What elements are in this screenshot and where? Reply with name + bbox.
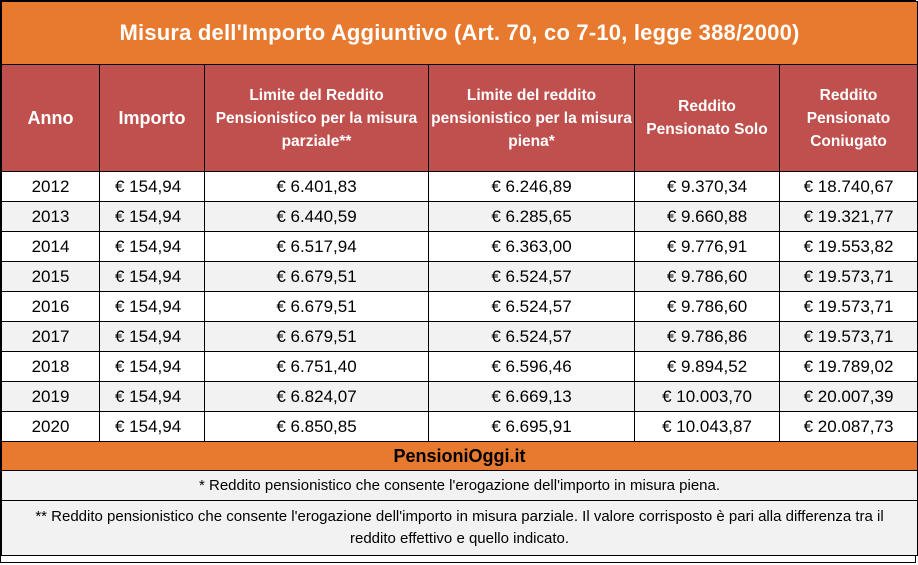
cell-limite-piena: € 6.246,89 xyxy=(429,172,635,202)
table-body xyxy=(2,172,918,442)
table-row xyxy=(2,412,918,442)
table-row xyxy=(2,262,918,292)
cell-reddito-solo: € 10.043,87 xyxy=(635,412,780,442)
cell-reddito-solo: € 10.003,70 xyxy=(635,382,780,412)
brand-label: PensioniOggi.it xyxy=(2,442,918,471)
cell-anno: 2016 xyxy=(2,292,100,322)
cell-limite-piena: € 6.596,46 xyxy=(429,352,635,382)
table-row xyxy=(2,352,918,382)
header-importo: Importo xyxy=(100,65,205,172)
cell-limite-parziale: € 6.679,51 xyxy=(205,262,429,292)
table-row xyxy=(2,292,918,322)
cell-importo: € 154,94 xyxy=(100,382,205,412)
table-row xyxy=(2,382,918,412)
importo-aggiuntivo-table xyxy=(1,1,918,556)
cell-limite-parziale: € 6.440,59 xyxy=(205,202,429,232)
cell-limite-parziale: € 6.824,07 xyxy=(205,382,429,412)
cell-importo: € 154,94 xyxy=(100,352,205,382)
cell-reddito-coniugato: € 19.573,71 xyxy=(780,262,918,292)
cell-reddito-coniugato: € 19.553,82 xyxy=(780,232,918,262)
cell-reddito-solo: € 9.786,60 xyxy=(635,262,780,292)
cell-importo: € 154,94 xyxy=(100,262,205,292)
cell-anno: 2013 xyxy=(2,202,100,232)
cell-anno: 2014 xyxy=(2,232,100,262)
cell-limite-parziale: € 6.850,85 xyxy=(205,412,429,442)
header-reddito-solo: Reddito Pensionato Solo xyxy=(635,65,780,172)
cell-reddito-coniugato: € 19.321,77 xyxy=(780,202,918,232)
cell-reddito-solo: € 9.786,60 xyxy=(635,292,780,322)
header-limite-piena: Limite del reddito pensionistico per la misura piena* xyxy=(429,65,635,172)
cell-reddito-coniugato: € 20.087,73 xyxy=(780,412,918,442)
cell-reddito-solo: € 9.894,52 xyxy=(635,352,780,382)
cell-anno: 2020 xyxy=(2,412,100,442)
cell-importo: € 154,94 xyxy=(100,202,205,232)
cell-reddito-solo: € 9.660,88 xyxy=(635,202,780,232)
header-reddito-coniugato: Reddito Pensionato Coniugato xyxy=(780,65,918,172)
cell-anno: 2015 xyxy=(2,262,100,292)
cell-limite-piena: € 6.363,00 xyxy=(429,232,635,262)
table-row xyxy=(2,172,918,202)
cell-reddito-solo: € 9.370,34 xyxy=(635,172,780,202)
cell-limite-parziale: € 6.401,83 xyxy=(205,172,429,202)
cell-anno: 2018 xyxy=(2,352,100,382)
cell-limite-piena: € 6.695,91 xyxy=(429,412,635,442)
cell-anno: 2012 xyxy=(2,172,100,202)
cell-anno: 2017 xyxy=(2,322,100,352)
cell-anno: 2019 xyxy=(2,382,100,412)
cell-reddito-coniugato: € 19.573,71 xyxy=(780,322,918,352)
note-misura-piena: * Reddito pensionistico che consente l'erogazione dell'importo in misura piena. xyxy=(2,471,918,501)
cell-limite-piena: € 6.524,57 xyxy=(429,262,635,292)
cell-importo: € 154,94 xyxy=(100,232,205,262)
cell-reddito-coniugato: € 19.789,02 xyxy=(780,352,918,382)
table-row xyxy=(2,322,918,352)
table-row xyxy=(2,232,918,262)
cell-limite-parziale: € 6.751,40 xyxy=(205,352,429,382)
header-limite-parziale: Limite del Reddito Pensionistico per la misura parziale** xyxy=(205,65,429,172)
cell-reddito-solo: € 9.786,86 xyxy=(635,322,780,352)
cell-limite-parziale: € 6.517,94 xyxy=(205,232,429,262)
table-title: Misura dell'Importo Aggiuntivo (Art. 70, co 7-10, legge 388/2000) xyxy=(2,2,918,65)
cell-limite-piena: € 6.524,57 xyxy=(429,322,635,352)
cell-reddito-coniugato: € 20.007,39 xyxy=(780,382,918,412)
table-row xyxy=(2,202,918,232)
cell-importo: € 154,94 xyxy=(100,412,205,442)
cell-limite-parziale: € 6.679,51 xyxy=(205,322,429,352)
cell-reddito-solo: € 9.776,91 xyxy=(635,232,780,262)
cell-importo: € 154,94 xyxy=(100,172,205,202)
cell-importo: € 154,94 xyxy=(100,322,205,352)
note-misura-parziale: ** Reddito pensionistico che consente l'erogazione dell'importo in misura parziale. Il valore corrisposto è pari alla differenza tra il reddito effettivo e quello indicato. xyxy=(2,501,918,556)
cell-limite-piena: € 6.285,65 xyxy=(429,202,635,232)
header-anno: Anno xyxy=(2,65,100,172)
cell-limite-piena: € 6.524,57 xyxy=(429,292,635,322)
cell-reddito-coniugato: € 18.740,67 xyxy=(780,172,918,202)
cell-limite-parziale: € 6.679,51 xyxy=(205,292,429,322)
cell-importo: € 154,94 xyxy=(100,292,205,322)
cell-reddito-coniugato: € 19.573,71 xyxy=(780,292,918,322)
cell-limite-piena: € 6.669,13 xyxy=(429,382,635,412)
